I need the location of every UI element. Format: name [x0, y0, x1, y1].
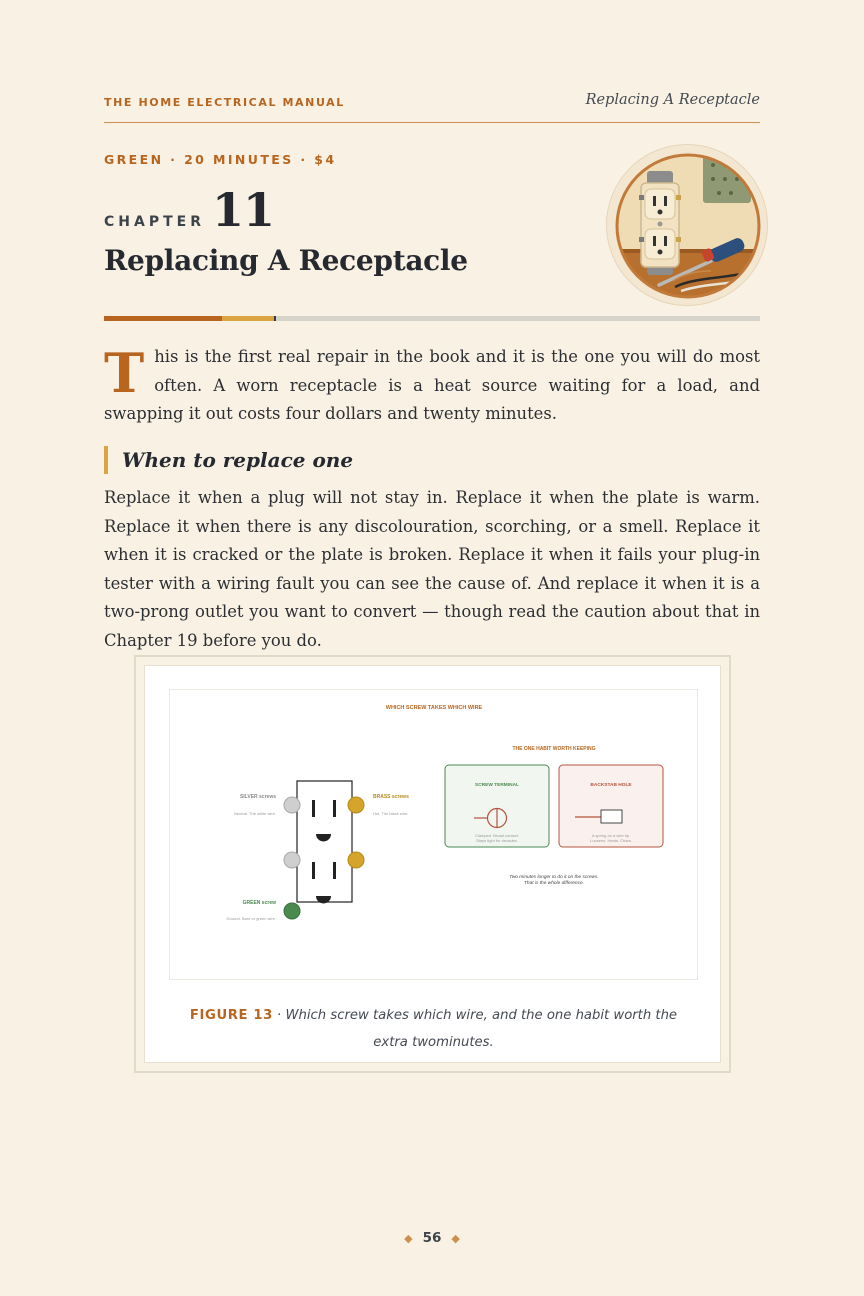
- chapter-label: CHAPTER: [104, 214, 205, 230]
- accent-rule-rust: [104, 316, 222, 321]
- silver-screw-top: [284, 797, 300, 813]
- accent-rule-tick: [274, 316, 276, 321]
- chapter-number: 11: [212, 183, 275, 237]
- intro-paragraph: [104, 343, 760, 429]
- page-footer: [0, 1230, 864, 1246]
- screw-terminal-title: SCREW TERMINAL: [475, 783, 519, 788]
- green-note: Ground. Bare or green wire.: [226, 916, 276, 921]
- running-header: [104, 92, 760, 123]
- top-slot-right: [333, 800, 336, 817]
- brass-screw-top: [348, 797, 364, 813]
- figure-label: FIGURE 13: [189, 1008, 273, 1023]
- accent-rule-grey: [275, 316, 760, 321]
- running-chapter-title: Replacing A Receptacle: [585, 92, 760, 108]
- green-screw: [284, 903, 300, 919]
- wiring-diagram-svg: [170, 690, 699, 981]
- figure-caption: [175, 1002, 692, 1056]
- brass-note: Hot. The black wire.: [373, 811, 409, 816]
- receptacle-body: [297, 781, 352, 902]
- chapter-title: Replacing A Receptacle: [104, 244, 468, 277]
- chapter-meta: GREEN · 20 MINUTES · $4: [104, 152, 337, 167]
- backstab-note-2: Loosens. Heats. Chars.: [590, 838, 632, 843]
- accent-rule-gold: [222, 316, 275, 321]
- bottom-slot-right: [333, 862, 336, 879]
- screw-terminal-note-1: Clamped. Broad contact.: [474, 833, 520, 838]
- intro-text: his is the first real repair in the book and it is the one you will do most often. A worn receptacle is a heat source waiting for a load, and swapping it out costs four dollars and twenty minutes.: [104, 347, 760, 423]
- page-number: 56: [422, 1230, 442, 1246]
- figure-13: [134, 655, 731, 1073]
- figure-frame: [144, 665, 721, 1063]
- wiring-diagram: [169, 689, 698, 980]
- section-heading: When to replace one: [104, 446, 353, 474]
- screw-terminal-note-2: Stays tight for decades.: [476, 838, 518, 843]
- brass-screw-bottom: [348, 852, 364, 868]
- silver-note: Neutral. The white wire.: [234, 811, 276, 816]
- receptacle-tools-illustration: [615, 153, 761, 299]
- backstab-hole: [601, 810, 622, 823]
- habit-title: THE ONE HABIT WORTH KEEPING: [512, 746, 596, 752]
- diamond-icon: ◆: [404, 1232, 413, 1245]
- bottom-slot-left: [312, 862, 315, 879]
- chapter-illustration: [606, 144, 768, 306]
- silver-screw-bottom: [284, 852, 300, 868]
- drop-cap: T: [104, 341, 145, 405]
- book-title: THE HOME ELECTRICAL MANUAL: [104, 96, 345, 109]
- diamond-icon: ◆: [451, 1232, 460, 1245]
- habit-note-2: That is the whole difference.: [524, 881, 584, 886]
- caption-text: Which screw takes which wire, and the one habit worth the extra twominutes.: [285, 1008, 678, 1050]
- habit-note-1: Two minutes longer to do it on the screws.: [509, 875, 599, 880]
- backstab-note-1: A spring on a wire tip.: [591, 833, 631, 838]
- brass-label: BRASS screws: [373, 794, 409, 800]
- top-slot-left: [312, 800, 315, 817]
- section-paragraph: Replace it when a plug will not stay in. Replace it when the plate is warm. Replace it when there is any discolouration, scorching, or a smell. Replace it when it is cracked or the plate is broken. Replace it when it fails your plug-in tester with a wiring fault you can see the cause of. And replace it when it is a two-prong outlet you want to convert — though read the caution about that in Chapter 19 before you do.: [104, 488, 760, 650]
- diagram-title: WHICH SCREW TAKES WHICH WIRE: [385, 705, 483, 711]
- silver-label: SILVER screws: [239, 794, 276, 800]
- backstab-title: BACKSTAB HOLE: [590, 783, 632, 788]
- green-label: GREEN screw: [242, 900, 276, 906]
- caption-separator: ·: [272, 1008, 286, 1023]
